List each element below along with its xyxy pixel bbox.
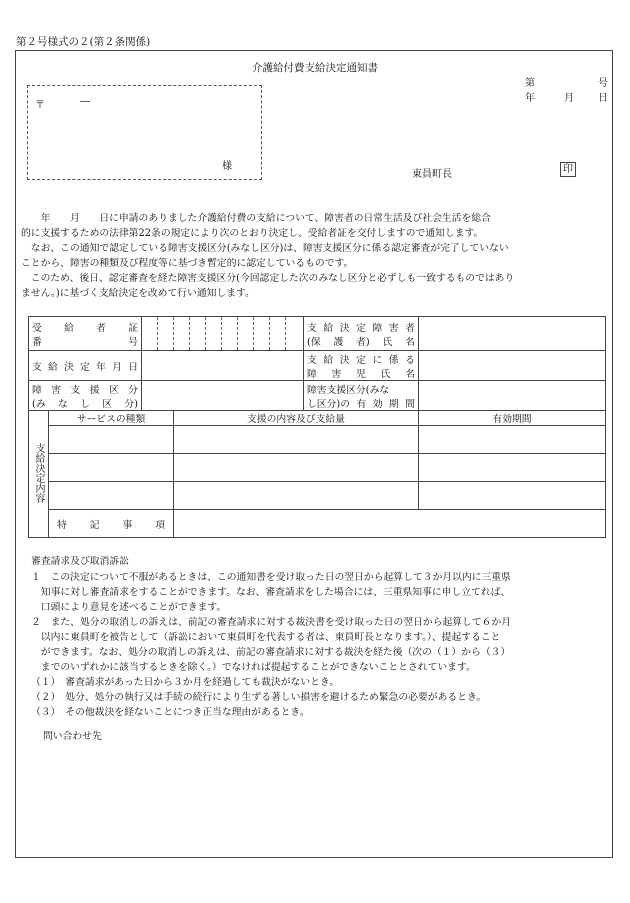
recipient-number-digit[interactable] <box>206 317 222 351</box>
support-category-label: 障 害 支 援 区 分 (み な し 区 分) <box>29 381 142 411</box>
addressee-sama: 様 <box>222 161 232 172</box>
appeal-line: ２ また、処分の取消しの訴えは、前記の審査請求に対する裁決書を受け取った日の翌日から起算して６か月 <box>31 617 512 628</box>
service-type-cell[interactable] <box>49 454 174 482</box>
recipient-number-digit[interactable] <box>190 317 206 351</box>
issuer-name: 東員町長 <box>412 169 452 180</box>
special-notes-value[interactable] <box>174 510 606 538</box>
document-title: 介護給付費支給決定通知書 <box>252 62 378 74</box>
intro-line-1: 年 月 日に申請のありました介護給付費の支給について、障害者の日常生活及び社会生活を総合 <box>21 213 491 224</box>
form-label: 第２号様式の２(第２条関係) <box>16 36 151 48</box>
support-content-header: 支援の内容及び支給量 <box>174 411 419 426</box>
category-validity-value[interactable] <box>419 381 606 411</box>
service-type-header: サービスの種類 <box>49 411 174 426</box>
support-content-cell[interactable] <box>174 426 419 454</box>
postal-mark: 〒 <box>35 100 45 111</box>
postal-dash: ― <box>80 96 90 107</box>
service-type-cell[interactable] <box>49 482 174 510</box>
validity-period-cell[interactable] <box>419 454 606 482</box>
intro-line-4: ことから、障害の種類及び程度等に基づき暫定的に認定しているものです。 <box>21 258 354 269</box>
appeal-line: 知事に対し審査請求をすることができます。なお、審査請求をした場合には、三重県知事に申し立てれば、 <box>31 587 511 598</box>
recipient-number-digit[interactable] <box>238 317 254 351</box>
validity-period-cell[interactable] <box>419 426 606 454</box>
recipient-number-label: 受 給 者 証 番 号 <box>29 317 142 351</box>
decision-date-label: 支 給 決 定 年 月 日 <box>29 351 142 381</box>
appeal-line: 口頭により意見を述べることができます。 <box>31 602 227 613</box>
date-month: 月 <box>564 93 574 104</box>
recipient-number-digit[interactable] <box>158 317 174 351</box>
doc-number-dai: 第 <box>525 78 535 89</box>
recipient-number-digit[interactable] <box>270 317 286 351</box>
validity-period-cell[interactable] <box>419 482 606 510</box>
appeal-line: ができます。なお、処分の取消しの訴えは、前記の審査請求に対する裁決を経た後（次の（１）から（３） <box>31 647 511 658</box>
support-content-cell[interactable] <box>174 454 419 482</box>
recipient-number-digit[interactable] <box>222 317 238 351</box>
intro-line-3: なお、この通知で認定している障害支援区分(みなし区分)は、障害支援区分に係る認定審査が完了していない <box>21 243 509 254</box>
support-content-cell[interactable] <box>174 482 419 510</box>
appeal-line: （２） 処分、処分の執行又は手続の続行により生ずる著しい損害を避けるため緊急の必要があるとき。 <box>31 692 487 703</box>
decision-date-value[interactable] <box>142 351 304 381</box>
intro-line-6: ません。)に基づく支給決定を改めて行い通知します。 <box>21 288 255 299</box>
contact-label: 問い合わせ先 <box>43 731 102 742</box>
appeal-line: （１） 審査請求があった日から３か月を経過しても裁決がないとき。 <box>31 677 340 688</box>
date-year: 年 <box>525 93 535 104</box>
decided-person-label: 支 給 決 定 障 害 者 (保 護 者) 氏 名 <box>304 317 419 351</box>
validity-period-header: 有効期間 <box>419 411 606 426</box>
decided-person-value[interactable] <box>419 317 606 351</box>
intro-line-5: このため、後日、認定審査を経た障害支援区分(今回認定した次のみなし区分と必ずしも一致するものではあり <box>21 273 515 284</box>
date-day: 日 <box>598 93 608 104</box>
appeal-line: （３） その他裁決を経ないことにつき正当な理由があるとき。 <box>31 707 310 718</box>
decision-table <box>28 316 606 538</box>
recipient-number-digit[interactable] <box>142 317 158 351</box>
child-name-value[interactable] <box>419 351 606 381</box>
appeal-line: までのいずれかに該当するときを除く。）でなければ提起することができないこととされています。 <box>31 662 476 673</box>
seal-stamp: 印 <box>560 162 576 177</box>
appeal-heading: 審査請求及び取消訴訟 <box>31 556 129 567</box>
appeal-line: １ この決定について不服があるときは、この通知書を受け取った日の翌日から起算して３か月以内に三重県 <box>31 572 511 583</box>
recipient-number-digit[interactable] <box>174 317 190 351</box>
decision-content-side-label: 支給決定内容 <box>29 411 49 538</box>
special-notes-label: 特 記 事 項 <box>49 510 174 538</box>
appeal-line: 以内に東員町を被告として（訴訟において東員町を代表する者は、東員町長となります。）、提起すること <box>31 632 501 643</box>
child-name-label: 支 給 決 定 に 係 る 障 害 児 氏 名 <box>304 351 419 381</box>
doc-number-go: 号 <box>598 78 608 89</box>
recipient-number-digit[interactable] <box>286 317 304 351</box>
intro-line-2: 的に支援するための法律第22条の規定により次のとおり決定し、受給者証を交付しますので通知します。 <box>21 228 484 239</box>
support-category-value[interactable] <box>142 381 304 411</box>
service-type-cell[interactable] <box>49 426 174 454</box>
category-validity-label: 障害支援区分(みな し区分)の 有 効 期 間 <box>304 381 419 411</box>
recipient-number-digit[interactable] <box>254 317 270 351</box>
